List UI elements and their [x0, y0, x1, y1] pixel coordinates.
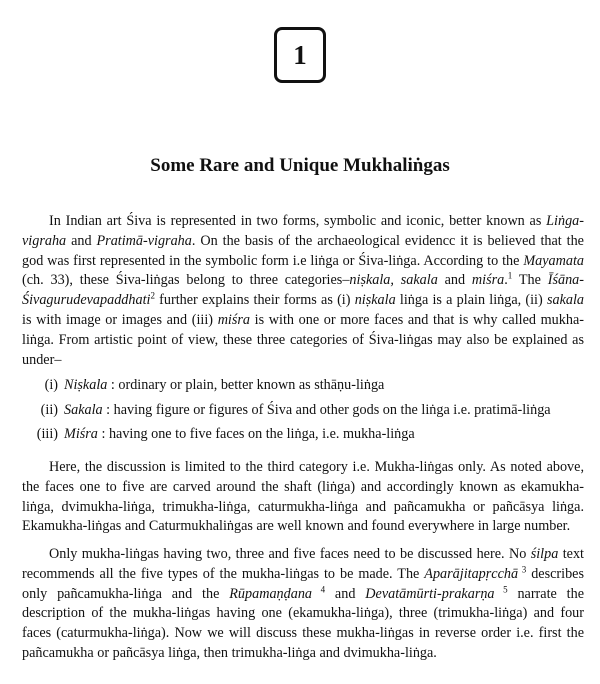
- italic-term: Mayamata: [523, 252, 584, 269]
- text-run: text recommends all the five types of the mukha-liṅgas to be made. The: [22, 546, 584, 582]
- list-term: Miśra: [64, 426, 98, 442]
- footnote-marker: 2: [150, 290, 155, 301]
- text-run: . On the basis of the archaeological evidencc it is believed that the god was first represented in the symbolic form i.e liṅga or Śiva-liṅga. According to the: [22, 232, 584, 269]
- list-number: (i): [44, 377, 58, 393]
- italic-term: miśra: [217, 311, 251, 328]
- text-run: Only mukha-liṅgas having two, three and five faces need to be discussed here. No: [49, 546, 531, 562]
- italic-term: sakala: [546, 292, 584, 309]
- text-run: is with one or more faces and that is why called mukha-liṅga. From artistic point of view, these three categories of Śiva-liṅgas may also be explained as under: [22, 311, 584, 368]
- italic-term: Īśāna-Śivagurudevapaddhati: [22, 272, 584, 309]
- italic-term: śilpa: [530, 546, 559, 562]
- list-description: : ordinary or plain, better known as sthāṇu-liṅga: [107, 377, 385, 393]
- list-number: (ii): [40, 401, 58, 418]
- text-run: and: [325, 585, 366, 602]
- italic-term: Rūpamaṇḍana: [229, 585, 313, 602]
- chapter-number: 1: [293, 39, 307, 70]
- italic-term: Devatāmūrti-prakarṇa: [365, 585, 495, 602]
- list-description: : having one to five faces on the liṅga, i.e. mukha-liṅga: [97, 426, 415, 442]
- text-run: –: [54, 351, 62, 368]
- footnote-marker: 4: [312, 583, 326, 594]
- text-run: (ch. 33), these Śiva-liṅgas belong to three categories: [22, 272, 343, 289]
- text-run: and: [66, 232, 97, 249]
- text-run: and: [437, 272, 472, 289]
- text-run: is with image or images and (iii): [22, 311, 218, 328]
- italic-term: miśra: [471, 272, 505, 289]
- chapter-number-box: [274, 27, 326, 83]
- list-term: Sakala: [64, 401, 103, 418]
- text-run: –: [342, 272, 350, 289]
- paragraph-discussion: Here, the discussion is limited to the third category i.e. Mukha-liṅgas only. As noted above, the faces one to five are carved around the shaft (liṅga) and accordingly known as ekamukha-liṅga, dvimukha-liṅga, trimukha-liṅga, caturmukha-liṅga and pañcamukha or pañcāsya liṅga. Ekamukha-liṅgas and Caturmukhaliṅgas are well known and found everywhere in large number.: [22, 459, 584, 535]
- list-term: Niṣkala: [64, 377, 108, 393]
- paragraph-intro: [22, 212, 584, 370]
- text-run: narrate the description of the mukha-liṅgas having one (ekamukha-liṅga), three (trimukha-liṅga) and four faces (caturmukha-liṅga). Now we will discuss these mukha-liṅgas in reverse order i.e. first the pañcamukha or pañcāsya liṅga, then trimukha-liṅga and dvimukha-liṅga.: [22, 585, 585, 661]
- text-run: further explains their forms as (i): [154, 292, 355, 309]
- italic-term: Liṅga-vigraha: [22, 213, 584, 249]
- category-list: [22, 373, 584, 447]
- list-number: (iii): [36, 426, 58, 442]
- footnote-marker: 1: [507, 270, 513, 281]
- chapter-title: Some Rare and Unique Mukhaliṅgas: [150, 155, 450, 176]
- paragraph-texts: [22, 545, 584, 664]
- footnote-marker: 5: [494, 583, 508, 594]
- italic-term: niṣkala: [354, 292, 396, 309]
- text-run: .: [504, 272, 508, 289]
- list-item: [22, 373, 584, 398]
- italic-term: Aparājitapṛcchā: [424, 565, 519, 582]
- italic-term: Pratimā-vigraha: [96, 232, 192, 249]
- list-description: : having figure or figures of Śiva and other gods on the liṅga i.e. pratimā-liṅga: [102, 401, 551, 418]
- text-run: liṅga is a plain liṅga, (ii): [395, 292, 547, 309]
- text-run: The: [512, 272, 548, 289]
- italic-term: niṣkala, sakala: [349, 272, 438, 289]
- list-item: [22, 398, 584, 423]
- list-item: [22, 422, 584, 447]
- text-run: In Indian art Śiva is represented in two forms, symbolic and iconic, better known as: [49, 213, 547, 229]
- footnote-marker: 3: [518, 564, 527, 575]
- text-run: describes only pañcamukha-liṅga and the: [22, 565, 584, 602]
